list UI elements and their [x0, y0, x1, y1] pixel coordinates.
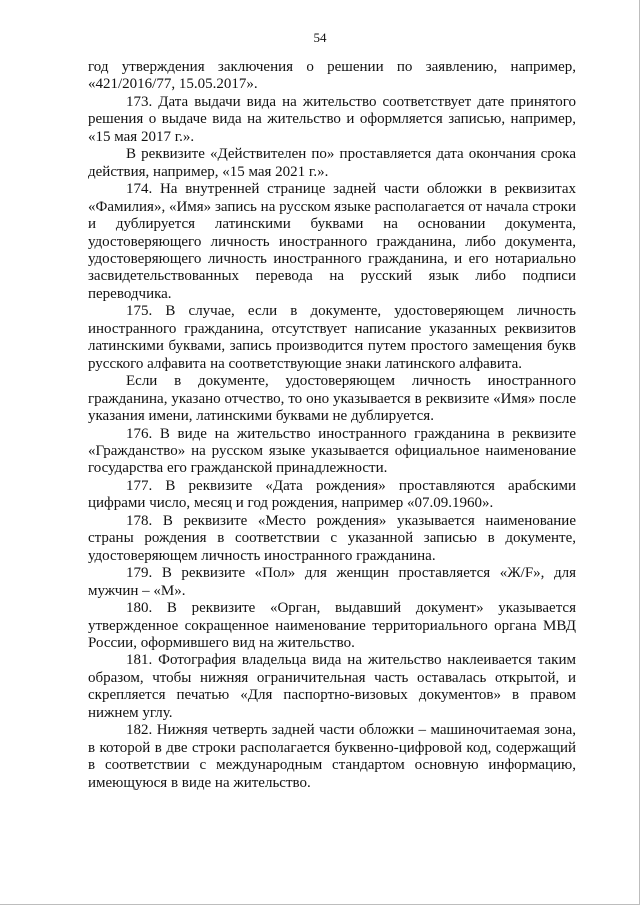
page-number: 54: [313, 30, 327, 45]
paragraph-180: 180. В реквизите «Орган, выдавший документ» указывается утвержденное сокращенное наименование территориального органа МВД России, оформившего вид на жительство.: [88, 600, 576, 651]
paragraph-valid-until: В реквизите «Действителен по» проставляется дата окончания срока действия, например, «15 мая 2021 г.».: [88, 146, 576, 180]
paragraph-173: 173. Дата выдачи вида на жительство соответствует дате принятого решения о выдаче вида на жительство и оформляется записью, например, «15 мая 2017 г.».: [88, 93, 576, 145]
paragraph-178: 178. В реквизите «Место рождения» указывается наименование страны рождения в соответствии с указанной записью в документе, удостоверяющем личность иностранного гражданина.: [88, 512, 576, 564]
paragraph-174: 174. На внутренней странице задней части обложки в реквизитах «Фамилия», «Имя» запись на русском языке располагается от начала строки и дублируется латинскими буквами на основании документа, удостоверяющего личность иностранного гражданина, либо документа, удостоверяющего личность иностранного гражданина, и его нотариально засвидетельствованных перевода на русский язык либо подписи переводчика.: [88, 181, 576, 302]
paragraph-181: 181. Фотография владельца вида на жительство наклеивается таким образом, чтобы нижняя ограничительная часть оставалась открытой, и скрепляется печатью «Для паспортно-визовых документов» в правом нижнем углу.: [88, 652, 576, 721]
document-body: [88, 59, 576, 792]
paragraph-continuation: год утверждения заключения о решении по заявлению, например, «421/2016/77, 15.05.2017».: [88, 59, 576, 93]
paragraph-179: 179. В реквизите «Пол» для женщин проставляется «Ж/F», для мужчин – «М».: [88, 565, 576, 599]
paragraph-patronymic: Если в документе, удостоверяющем личность иностранного гражданина, указано отчество, то оно указывается в реквизите «Имя» после указания имени, латинскими буквами не дублируется.: [88, 373, 576, 425]
paragraph-176: 176. В виде на жительство иностранного гражданина в реквизите «Гражданство» на русском языке указывается официальное наименование государства его гражданской принадлежности.: [88, 425, 576, 477]
paragraph-175: 175. В случае, если в документе, удостоверяющем личность иностранного гражданина, отсутствует написание указанных реквизитов латинскими буквами, запись производится путем простого замещения букв русского алфавита на соответствующие знаки латинского алфавита.: [88, 303, 576, 372]
paragraph-177: 177. В реквизите «Дата рождения» проставляются арабскими цифрами число, месяц и год рождения, например «07.09.1960».: [88, 477, 576, 512]
paragraph-182: 182. Нижняя четверть задней части обложки – машиночитаемая зона, в которой в две строки располагается буквенно-цифровой код, содержащий в соответствии с международным стандартом основную информацию, имеющуюся в виде на жительство.: [88, 722, 576, 791]
